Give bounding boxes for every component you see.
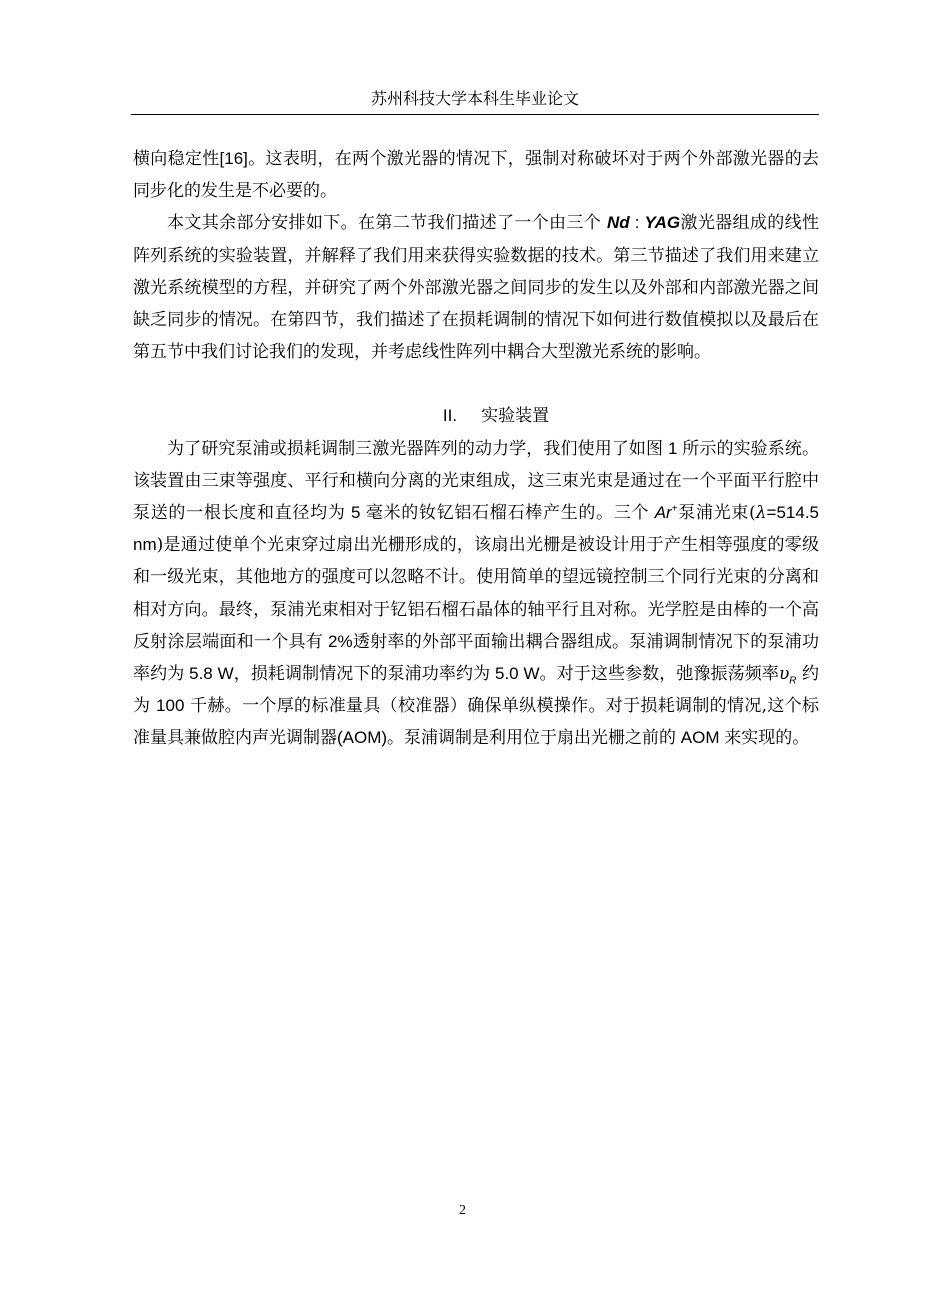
p2-text-1: 本文其余部分安排如下。在第二节我们描述了一个由三个 — [167, 213, 602, 234]
rod-size: 5 — [345, 503, 366, 523]
nd-yag-colon: : — [629, 213, 645, 233]
p2-text-2: 激光器组成的线性阵列系统的实验装置，并解释了我们用来获得实验数据的技术。第三节描述了我们用来建立激光系统模型的方程，并研究了两个外部激光器之间同步的发生以及外部和内部激光器之间缺乏同步的情况。在第四节，我们描述了在损耗调制的情况下如何进行数值模拟以及最后在第五节中我们讨论我们的发现，并考虑线性阵列中耦合大型激光系统的影响。 — [133, 213, 820, 363]
pump-power-2: 5.0 W — [490, 664, 540, 684]
p3-text-1: 为了研究泵浦或损耗调制三激光器阵列的动力学，我们使用了如图 — [167, 438, 664, 459]
aom-abbrev: (AOM) — [337, 728, 388, 748]
pump-power-1: 5.8 W — [184, 664, 234, 684]
figure-ref: 1 — [663, 438, 683, 458]
transmission-value: 2% — [323, 631, 353, 651]
yag-label: YAG — [644, 213, 681, 233]
lambda-symbol: λ — [755, 503, 767, 524]
nd-label: Nd — [606, 213, 630, 233]
p3-text-12: 来实现的。 — [724, 728, 810, 749]
p3-text-10: 千赫。一个厚的标准量具（校准器）确保单纵模操作。对于损耗调制的情况,这个标准量具兼做腔内声光调制器 — [133, 696, 819, 749]
body-text — [133, 143, 819, 755]
running-header — [131, 88, 819, 115]
wavelength-value: =514.5 nm — [133, 503, 820, 555]
section-title: 实验装置 — [481, 406, 550, 427]
argon-sup: + — [671, 503, 678, 515]
section-number: II. — [442, 406, 458, 426]
nu-subscript: R — [789, 675, 797, 687]
citation: [16] — [219, 149, 248, 168]
p3-text-4: 泵浦光束( — [677, 503, 756, 524]
p3-text-9: 约为 — [133, 664, 820, 717]
nu-symbol: υ — [778, 664, 790, 685]
paragraph-1 — [133, 143, 819, 207]
p1-text-1: 横向稳定性 — [133, 149, 220, 169]
p3-text-2: 所示的实验系统。该装置由三束等强度、平行和横向分离的光束组成，这三束光束是通过在一个平面平行腔中泵送的一根长度和直径均为 — [133, 438, 820, 524]
p3-text-11: 。泵浦调制是利用位于扇出光栅之前的 — [387, 728, 677, 749]
paragraph-2 — [133, 207, 819, 368]
page-footer — [0, 1203, 925, 1219]
p1-text-2: 。这表明，在两个激光器的情况下，强制对称破坏对于两个外部激光器的去同步化的发生是不必要的。 — [133, 149, 820, 202]
p3-text-6: 透射率的外部平面输出耦合器组成。泵浦调制情况下的泵浦功率约为 — [133, 631, 820, 685]
header-title: 苏州科技大学本科生毕业论文 — [370, 89, 579, 108]
p3-text-3: 毫米的钕钇铝石榴石棒产生的。三个 — [365, 503, 650, 524]
page-number: 2 — [459, 1203, 466, 1218]
p3-text-8: 。对于这些参数，弛豫振荡频率 — [539, 664, 779, 685]
paragraph-3 — [133, 433, 819, 755]
p3-text-5: )是通过使单个光束穿过扇出光栅形成的，该扇出光栅是被设计用于产生相等强度的零级和一级光束，其他地方的强度可以忽略不计。使用简单的望远镜控制三个同行光束的分离和相对方向。最终，泵浦光束相对于钇铝石榴石晶体的轴平行且对称。光学腔是由棒的一个高反射涂层端面和一个具有 — [133, 535, 819, 652]
p3-text-7: ，损耗调制情况下的泵浦功率约为 — [233, 664, 491, 685]
argon-label: Ar — [649, 503, 672, 523]
frequency-value: 100 — [156, 696, 185, 716]
section-heading — [133, 400, 819, 432]
aom-ref: AOM — [676, 728, 725, 748]
